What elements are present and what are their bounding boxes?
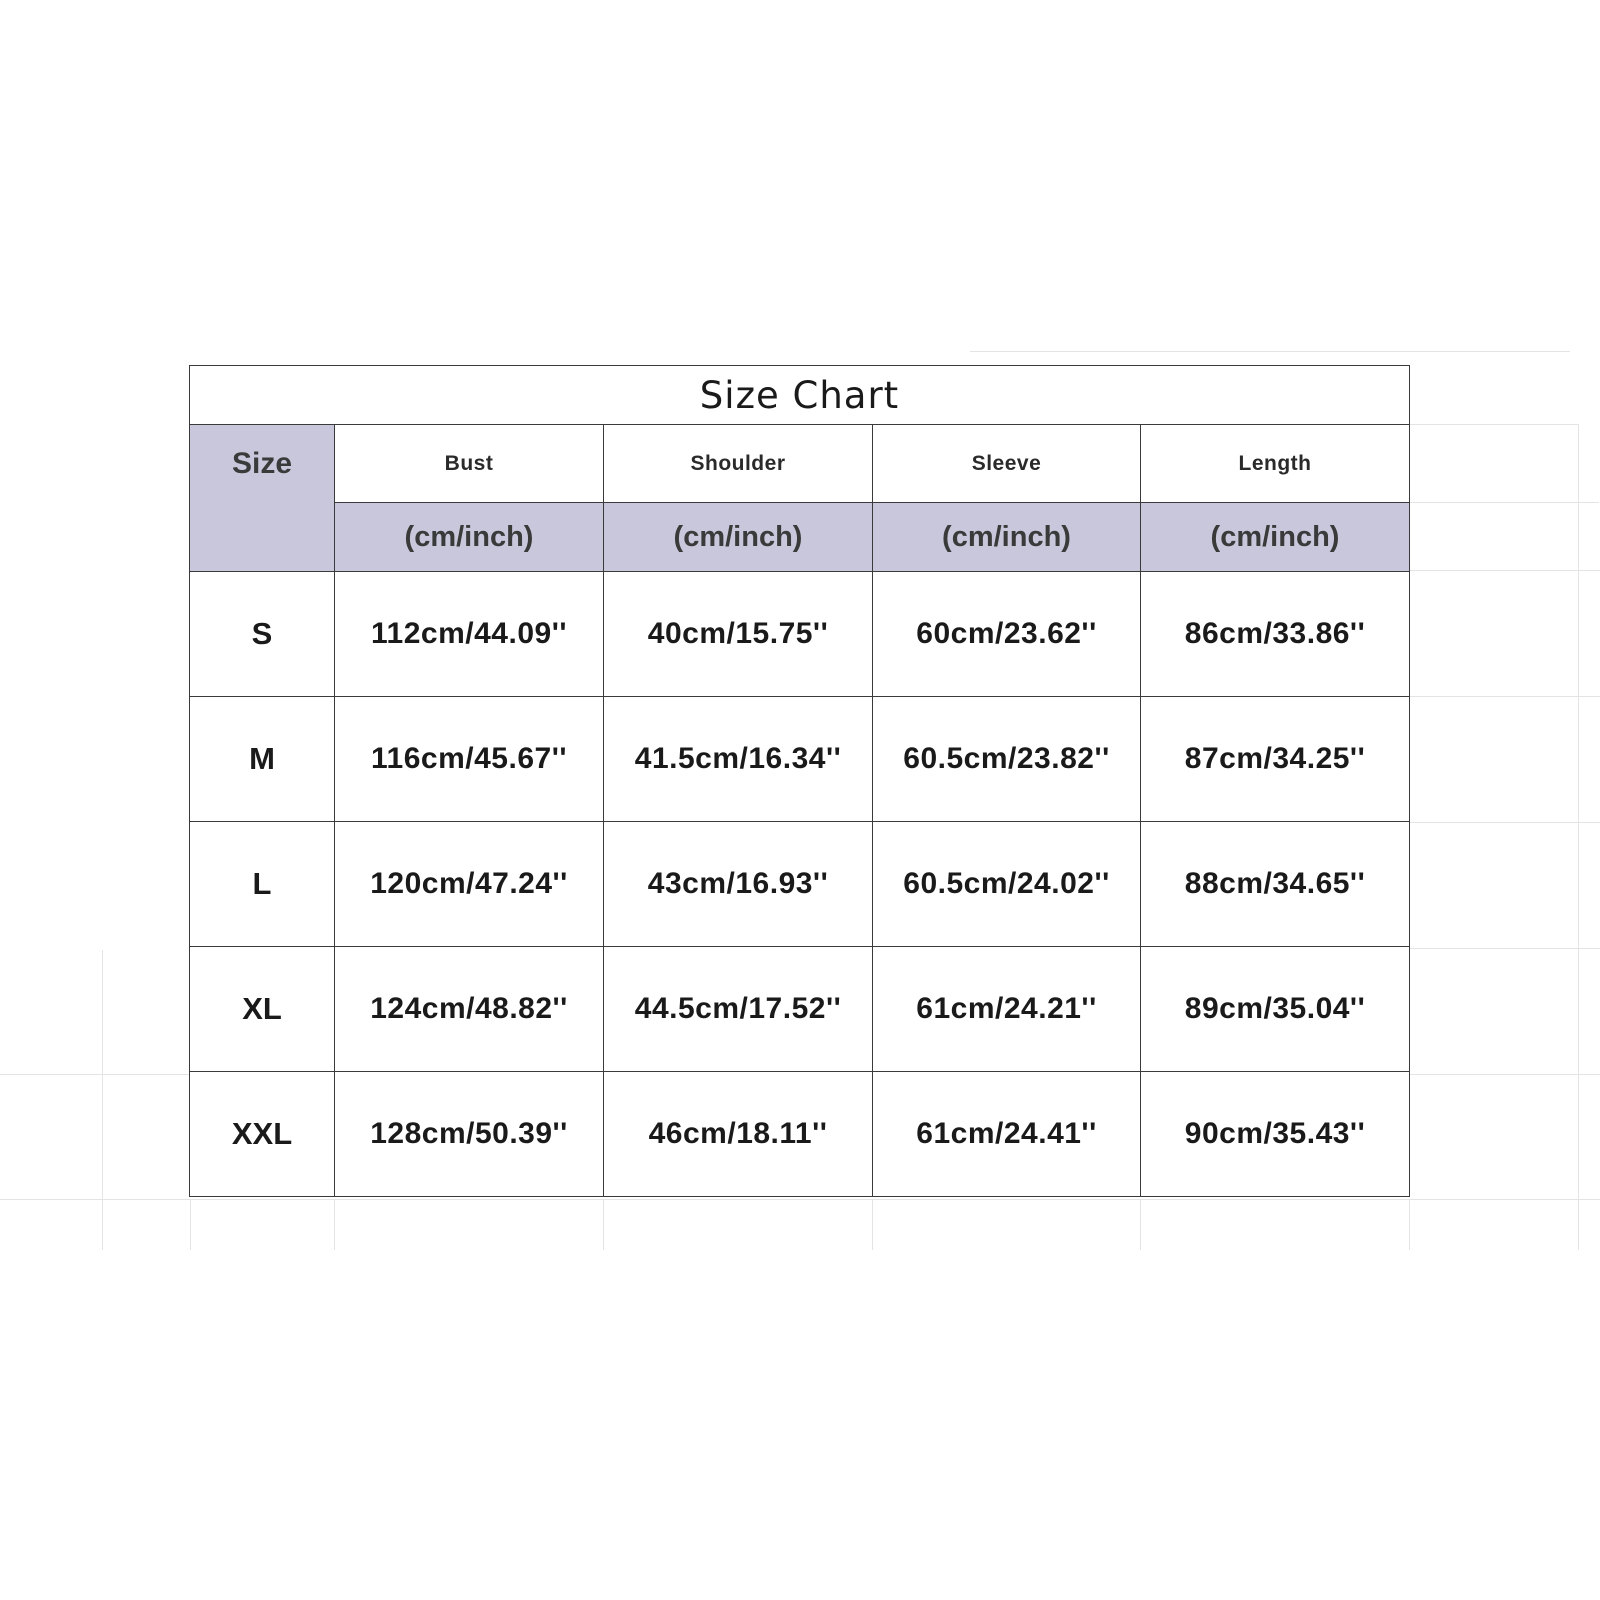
unit-header-length: (cm/inch) [1141,503,1410,572]
shoulder-value: 41.5cm/16.34'' [604,697,873,822]
unit-header-row [190,503,1410,572]
column-header-bust: Bust [335,425,604,503]
bg-gridline [1409,1074,1600,1075]
bg-gridline [334,1200,335,1250]
bg-gridline [1409,822,1600,823]
column-header-sleeve: Sleeve [873,425,1141,503]
column-header-row [190,425,1410,503]
sleeve-value: 60.5cm/24.02'' [873,822,1141,947]
bg-gridline [1409,424,1579,425]
size-label: XXL [190,1072,335,1197]
size-chart-body [190,366,1410,1197]
bg-gridline [1409,502,1599,503]
sleeve-value: 61cm/24.41'' [873,1072,1141,1197]
length-value: 86cm/33.86'' [1141,572,1410,697]
sleeve-value: 60cm/23.62'' [873,572,1141,697]
table-row [190,947,1410,1072]
length-value: 87cm/34.25'' [1141,697,1410,822]
shoulder-value: 43cm/16.93'' [604,822,873,947]
size-label: S [190,572,335,697]
size-label: XL [190,947,335,1072]
shoulder-value: 46cm/18.11'' [604,1072,873,1197]
unit-header-shoulder: (cm/inch) [604,503,873,572]
table-row [190,822,1410,947]
chart-title: Size Chart [190,366,1410,425]
length-value: 88cm/34.65'' [1141,822,1410,947]
unit-header-bust: (cm/inch) [335,503,604,572]
bg-gridline [0,1199,1600,1200]
unit-header-sleeve: (cm/inch) [873,503,1141,572]
table-row [190,697,1410,822]
bg-gridline [1578,424,1579,1250]
bg-gridline [1140,1200,1141,1250]
bg-gridline [190,1200,191,1250]
size-label: M [190,697,335,822]
column-header-shoulder: Shoulder [604,425,873,503]
size-label: L [190,822,335,947]
bg-gridline [603,1200,604,1250]
bust-value: 112cm/44.09'' [335,572,604,697]
table-row [190,1072,1410,1197]
size-column-header: Size [190,425,335,572]
length-value: 89cm/35.04'' [1141,947,1410,1072]
bust-value: 120cm/47.24'' [335,822,604,947]
bust-value: 116cm/45.67'' [335,697,604,822]
bg-gridline [102,950,103,1250]
shoulder-value: 40cm/15.75'' [604,572,873,697]
title-row [190,366,1410,425]
bg-gridline [1409,948,1600,949]
bg-gridline [1409,1200,1410,1250]
column-header-length: Length [1141,425,1410,503]
sleeve-value: 61cm/24.21'' [873,947,1141,1072]
size-chart-table [189,365,1410,1197]
bust-value: 124cm/48.82'' [335,947,604,1072]
bg-gridline [1409,570,1600,571]
bust-value: 128cm/50.39'' [335,1072,604,1197]
sleeve-value: 60.5cm/23.82'' [873,697,1141,822]
table-row [190,572,1410,697]
shoulder-value: 44.5cm/17.52'' [604,947,873,1072]
bg-gridline [0,1074,189,1075]
bg-gridline [872,1200,873,1250]
bg-gridline [1409,696,1600,697]
length-value: 90cm/35.43'' [1141,1072,1410,1197]
bg-gridline [970,351,1570,352]
